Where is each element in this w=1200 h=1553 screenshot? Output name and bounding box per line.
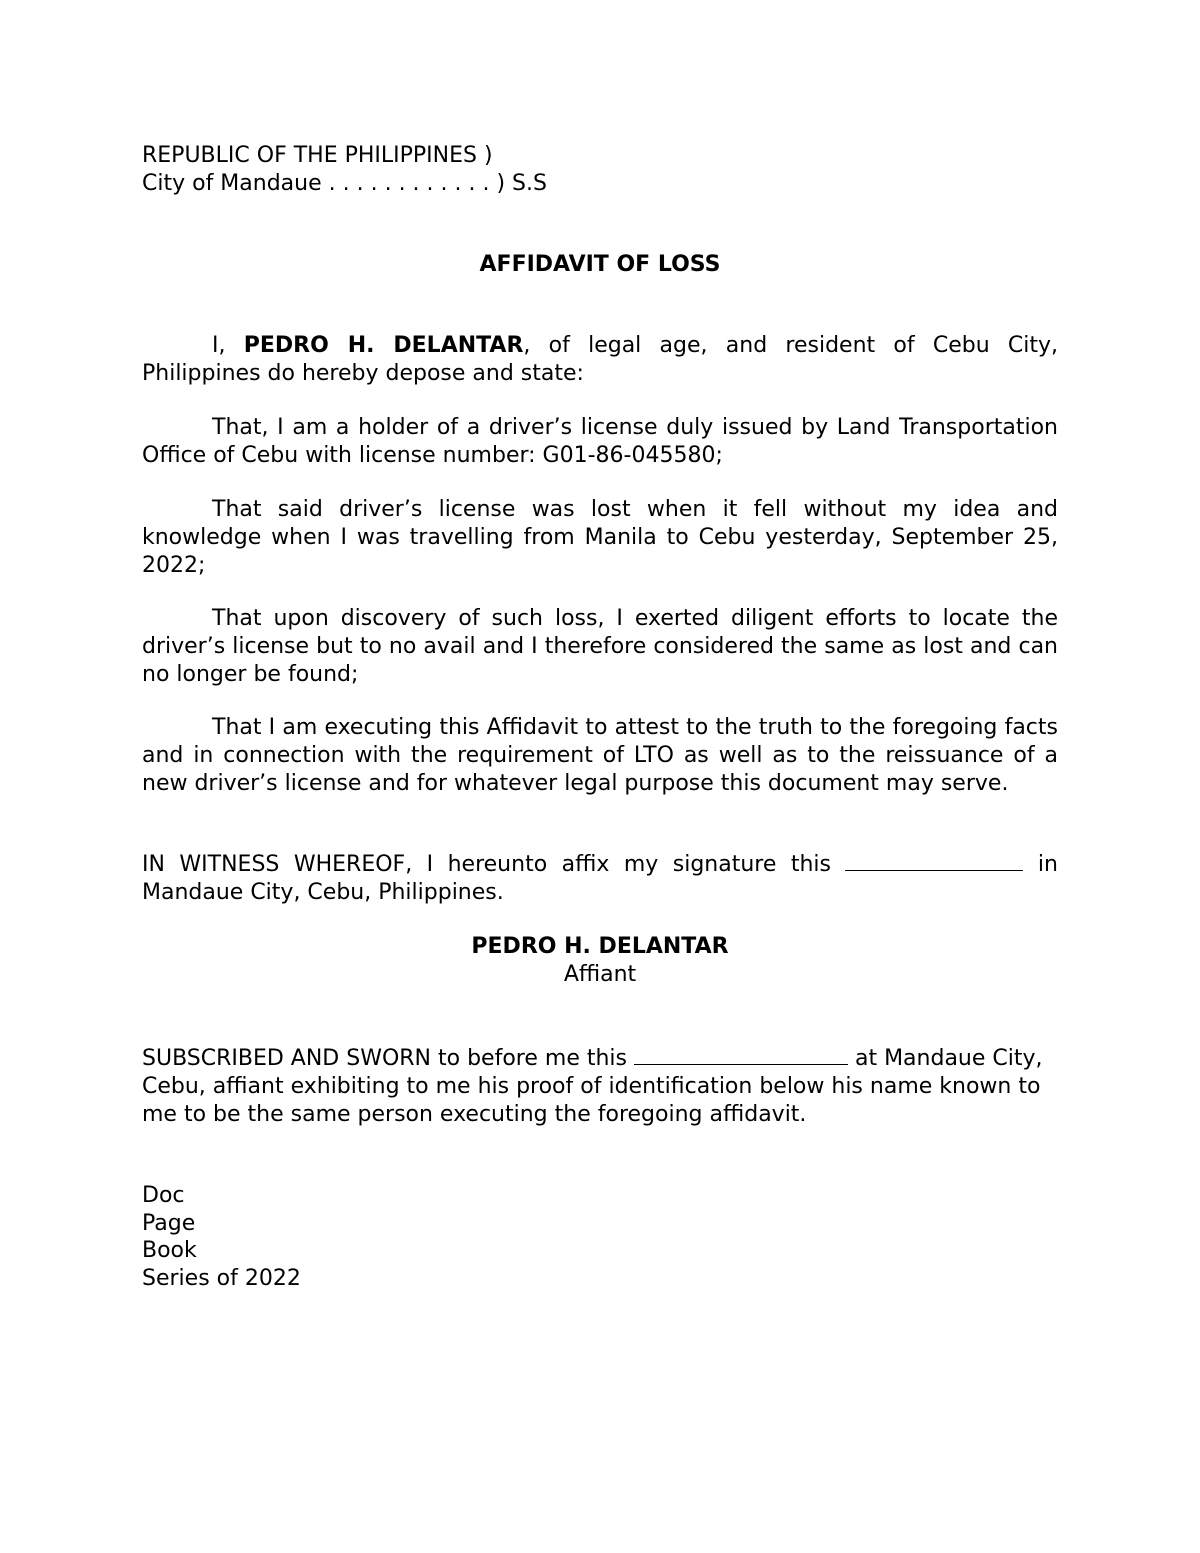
register-doc: Doc [142,1183,185,1208]
jurat-date-blank[interactable] [634,1046,848,1065]
jurat-text-before: SUBSCRIBED AND SWORN to before me this [142,1046,634,1071]
jurat-paragraph [142,1045,1058,1129]
venue-country: REPUBLIC OF THE PHILIPPINES ) [142,143,493,168]
jurat-text-after: at Mandaue City, Cebu, affiant exhibiting to me his proof of identification below his name known to me to be the same person executing the foregoing affidavit. [142,1046,1043,1127]
notarial-register [142,1182,301,1292]
paragraph-text: That said driver’s license was lost when it fell without my idea and knowledge when I was travelling from Manila to Cebu yesterday, September 25, 2022; [142,497,1058,578]
intro-prefix: I, [212,333,244,358]
venue-block [142,142,547,198]
affiant-role: Affiant [563,962,637,987]
paragraph-text: That upon discovery of such loss, I exerted diligent efforts to locate the driver’s license but to no avail and I therefore considered the same as lost and can no longer be found; [142,606,1058,687]
register-series: Series of 2022 [142,1265,301,1291]
paragraph-license-holder [142,414,1058,470]
paragraph-search-efforts [142,605,1058,689]
register-page: Page [142,1210,196,1236]
witness-paragraph [142,851,1058,907]
witness-text-before: IN WITNESS WHEREOF, I hereunto affix my signature this [142,852,846,877]
register-book: Book [142,1238,197,1263]
signature-date-blank[interactable] [845,852,1023,871]
venue-city: City of Mandaue . . . . . . . . . . . . ) S.S [142,171,547,196]
document-title: AFFIDAVIT OF LOSS [479,252,721,277]
signature-block [142,933,1058,989]
witness-text-after: in Mandaue City, Cebu, Philippines. [142,852,1058,905]
paragraph-text: That, I am a holder of a driver’s license duly issued by Land Transportation Office of Cebu with license number: G01-86-045580; [142,415,1058,468]
paragraph-purpose [142,714,1058,798]
affiant-name: PEDRO H. DELANTAR [471,934,729,959]
affiant-name-inline: PEDRO H. DELANTAR [243,333,524,358]
paragraph-loss-circumstance [142,496,1058,580]
paragraph-text: That I am executing this Affidavit to attest to the truth to the foregoing facts and in connection with the requirement of LTO as well as to the reissuance of a new driver’s license and for whatever legal purpose this document may serve. [142,715,1058,796]
intro-rest: , of legal age, and resident of Cebu City, Philippines do hereby depose and state: [142,333,1058,386]
intro-paragraph [142,332,1058,388]
